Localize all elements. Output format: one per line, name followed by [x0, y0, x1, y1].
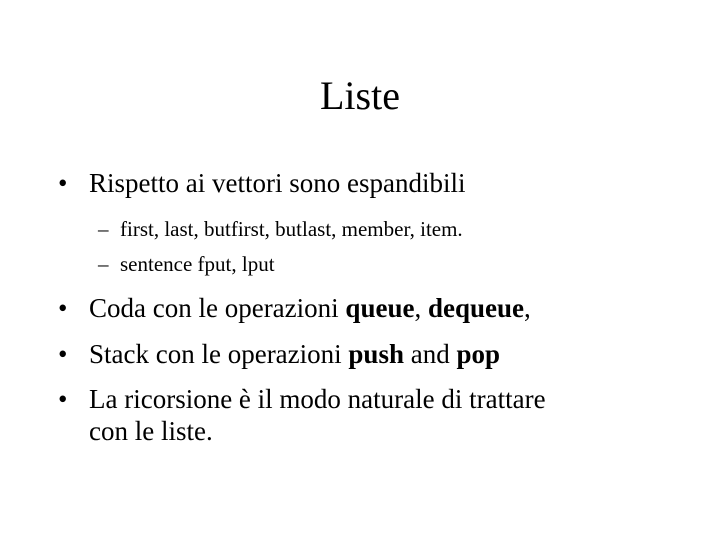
bullet-item	[58, 338, 500, 370]
bullet-marker: •	[58, 293, 68, 323]
sub-bullet-text: first, last, butfirst, butlast, member, item.	[120, 217, 463, 241]
bullet-marker: •	[58, 339, 68, 369]
sub-bullet-marker: –	[98, 217, 109, 241]
bullet-text-part: ,	[414, 293, 428, 323]
sub-bullet-marker: –	[98, 252, 109, 276]
keyword-pop: pop	[456, 339, 500, 369]
bullet-text-part: Coda con le operazioni	[89, 293, 346, 323]
bullet-text	[89, 338, 500, 370]
sub-bullet-text: sentence fput, lput	[120, 252, 275, 276]
bullet-text-part: ,	[523, 293, 531, 323]
bullet-marker: •	[58, 168, 68, 198]
keyword-queue: queue	[345, 293, 415, 323]
sub-bullet-item	[98, 251, 275, 277]
sub-bullet-item	[98, 216, 463, 242]
bullet-item	[58, 167, 465, 199]
keyword-push: push	[348, 339, 404, 369]
bullet-text	[89, 292, 531, 324]
bullet-text-part: and	[403, 339, 457, 369]
slide-title: Liste	[320, 73, 400, 118]
bullet-text-part: Stack con le operazioni	[89, 339, 349, 369]
bullet-text: La ricorsione è il modo naturale di trattare con le liste.	[89, 384, 546, 446]
bullet-item	[58, 292, 531, 324]
bullet-marker: •	[58, 384, 68, 414]
bullet-text: Rispetto ai vettori sono espandibili	[89, 168, 466, 198]
keyword-dequeue: dequeue	[427, 293, 524, 323]
bullet-item	[58, 383, 546, 447]
